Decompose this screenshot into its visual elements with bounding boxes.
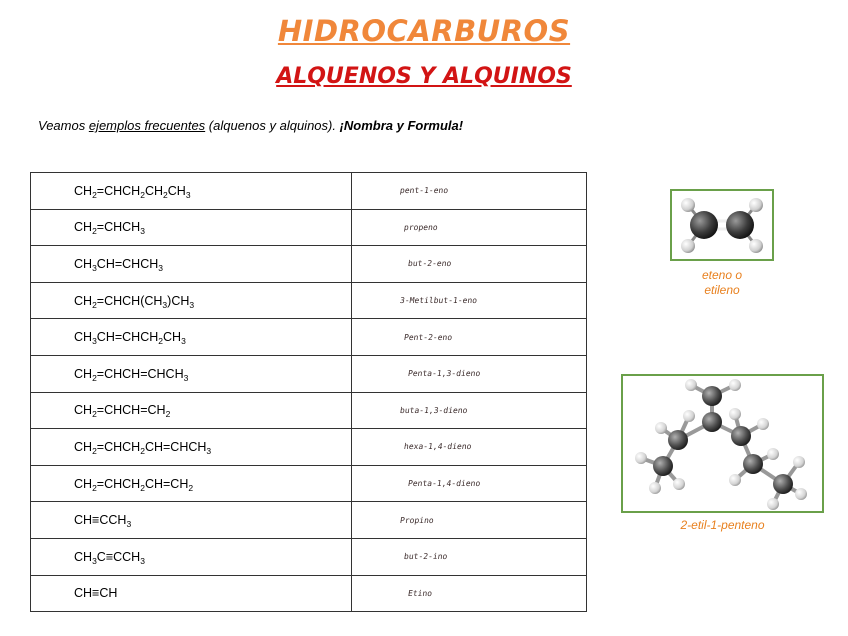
handwritten-name: Penta-1,4-dieno (407, 479, 481, 489)
table-row (31, 392, 587, 429)
name-cell (352, 502, 587, 539)
table-row (31, 355, 587, 392)
table-row (31, 319, 587, 356)
table-row (31, 538, 587, 575)
formula-cell: $CH_3CH=CHCH_3$ (31, 246, 352, 283)
pentene-caption: 2-etil-1-penteno (680, 518, 765, 532)
table-row (31, 575, 587, 612)
handwritten-name: Etino (407, 588, 433, 598)
ethene-caption-line2: etileno (704, 283, 740, 297)
table-row (31, 246, 587, 283)
handwritten-name: pent-1-eno (399, 186, 449, 196)
formula-cell: $CH_2=CHCH_2CH_2CH_3$ (31, 173, 352, 210)
table-row (31, 209, 587, 246)
formula-cell: $CH_2=CHCH=CHCH_3$ (31, 355, 352, 392)
name-cell (352, 282, 587, 319)
handwritten-name: hexa-1,4-dieno (403, 442, 473, 452)
ethene-caption (670, 268, 774, 298)
name-cell (352, 575, 587, 612)
handwritten-name: but-2-ino (403, 552, 448, 562)
ethene-molecule-image (672, 191, 772, 259)
ethene-caption-line1: eteno o (701, 268, 743, 282)
formula-cell: $CH\equiv CCH_3$ (31, 502, 352, 539)
table-row (31, 465, 587, 502)
formula-cell: CH≡CH (31, 575, 352, 612)
intro-underlined: ejemplos frecuentes (88, 118, 206, 133)
formula-cell: $CH_3CH=CHCH_2CH_3$ (31, 319, 352, 356)
name-cell (352, 392, 587, 429)
handwritten-name: but-2-eno (407, 259, 452, 269)
page-title: HIDROCARBUROS (277, 14, 571, 48)
handwritten-name: Propino (399, 515, 435, 525)
formula-cell: $CH_2=CHCH(CH_3)CH_3$ (31, 282, 352, 319)
intro-bold: ¡Nombra y Formula! (339, 118, 464, 133)
table-row (31, 502, 587, 539)
handwritten-name: Penta-1,3-dieno (407, 369, 481, 379)
handwritten-name: 3-Metilbut-1-eno (399, 296, 478, 306)
page-subtitle: ALQUENOS Y ALQUINOS (276, 64, 572, 89)
name-cell (352, 319, 587, 356)
name-cell (352, 355, 587, 392)
formula-cell: $CH_2=CHCH=CH_2$ (31, 392, 352, 429)
table-row (31, 429, 587, 466)
handwritten-name: buta-1,3-dieno (399, 405, 469, 415)
name-cell (352, 429, 587, 466)
name-cell (352, 465, 587, 502)
name-cell (352, 538, 587, 575)
pentene-molecule-image (623, 376, 822, 511)
formula-cell: $CH_2=CHCH_2CH=CHCH_3$ (31, 429, 352, 466)
intro-text (38, 118, 463, 133)
formula-cell: $CH_3C\equiv CCH_3$ (31, 538, 352, 575)
pentene-model-figure (621, 374, 824, 513)
formula-cell: $CH_2=CHCH_3$ (31, 209, 352, 246)
handwritten-name: Pent-2-eno (403, 332, 453, 342)
name-cell (352, 209, 587, 246)
name-cell (352, 246, 587, 283)
handwritten-name: propeno (403, 222, 439, 232)
formula-cell: $CH_2=CHCH_2CH=CH_2$ (31, 465, 352, 502)
intro-part1: Veamos (38, 118, 89, 133)
ethene-model-figure (670, 189, 774, 261)
table-row (31, 173, 587, 210)
name-cell (352, 173, 587, 210)
exercise-table (30, 172, 587, 612)
table-row (31, 282, 587, 319)
intro-part2: (alquenos y alquinos). (205, 118, 340, 133)
